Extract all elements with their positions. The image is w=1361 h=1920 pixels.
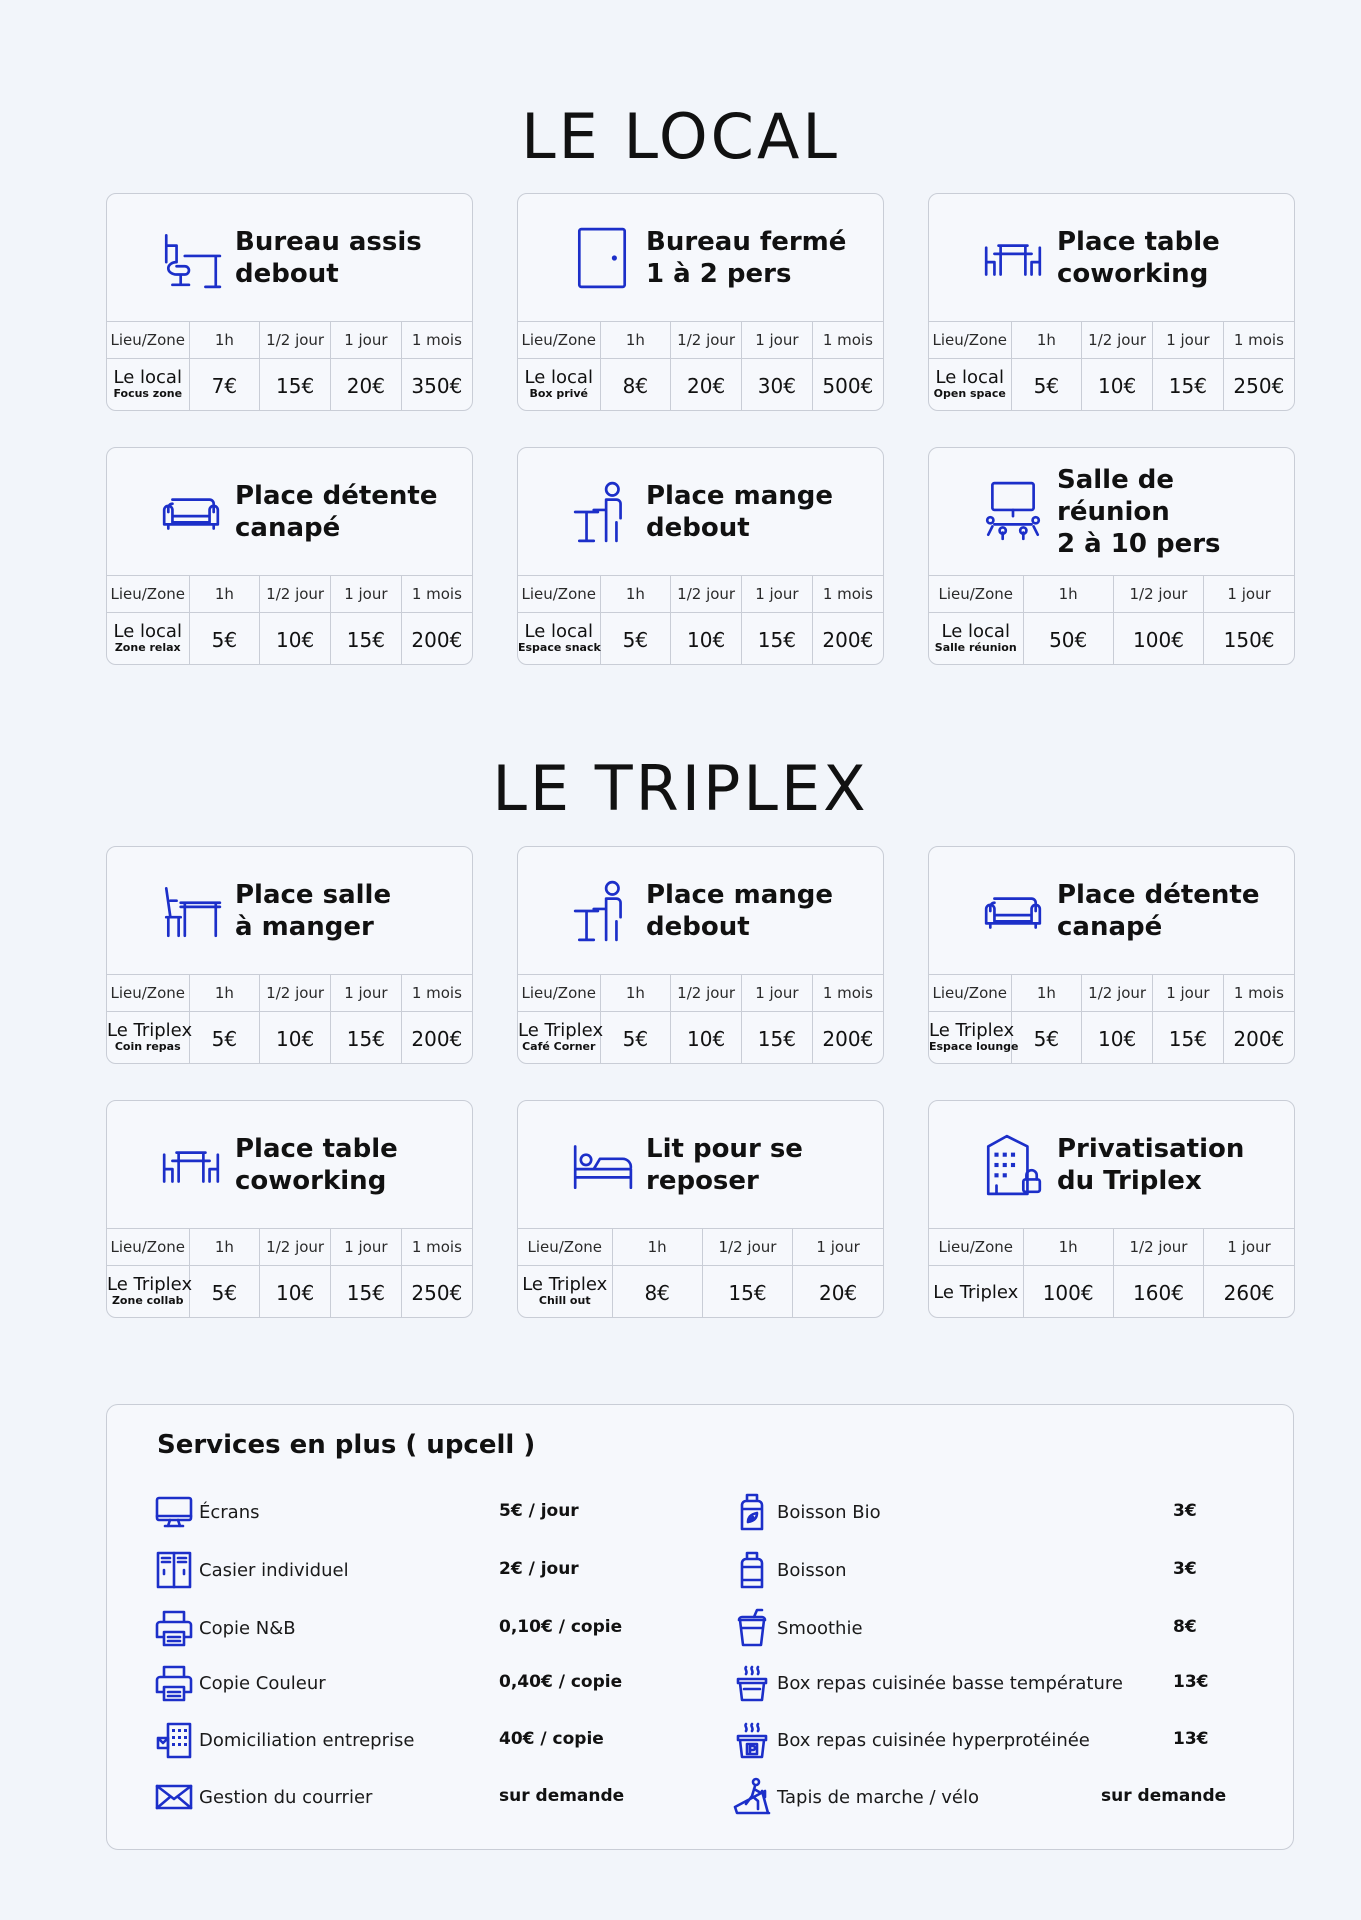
column-header: 1/2 jour <box>671 322 742 359</box>
service-label: Smoothie <box>777 1617 863 1639</box>
column-header: 1h <box>189 1229 260 1266</box>
column-header: 1 mois <box>401 1229 472 1266</box>
card-header <box>929 847 1294 974</box>
zone-sub-label: Salle réunion <box>934 640 1017 654</box>
price-table-row <box>518 359 883 412</box>
card-title-line: à manger <box>235 911 374 942</box>
locker-icon <box>153 1549 195 1591</box>
service-item <box>731 1772 979 1822</box>
card-header <box>107 847 472 974</box>
column-header: 1/2 jour <box>260 975 331 1012</box>
price-cell: 15€ <box>742 613 813 666</box>
price-table-row <box>929 1266 1294 1319</box>
price-table-header-row <box>929 1229 1294 1266</box>
service-item <box>731 1545 847 1595</box>
card-title-line: canapé <box>1057 911 1163 942</box>
sofa-icon <box>157 478 225 546</box>
price-cell: 350€ <box>411 373 463 398</box>
service-item <box>153 1545 349 1595</box>
zone-cell <box>929 613 1023 666</box>
card-title <box>1057 1133 1244 1197</box>
price-table-header-row <box>518 975 883 1012</box>
price-cell: 200€ <box>1233 1026 1285 1051</box>
card-header <box>107 1101 472 1228</box>
pricing-card <box>517 846 884 1064</box>
zone-sub-label: Espace snack <box>518 640 601 654</box>
price-table-header-row <box>107 975 472 1012</box>
price-cell: 100€ <box>1113 613 1203 666</box>
column-header: 1/2 jour <box>1082 975 1153 1012</box>
price-table-row <box>518 613 883 666</box>
service-label: Box repas cuisinée basse température <box>777 1672 1123 1694</box>
column-header: Lieu/Zone <box>518 1229 612 1266</box>
column-header: 1h <box>600 576 671 613</box>
printer-icon <box>153 1607 195 1649</box>
column-header: 1 jour <box>1153 975 1224 1012</box>
zone-cell <box>518 1012 604 1065</box>
column-header: Lieu/Zone <box>518 975 600 1012</box>
column-header: Lieu/Zone <box>107 975 189 1012</box>
service-price: 5€ / jour <box>499 1501 579 1521</box>
price-table <box>929 575 1294 665</box>
column-header: Lieu/Zone <box>929 1229 1023 1266</box>
zone-sub-label: Café Corner <box>522 1039 596 1053</box>
pricing-card <box>106 1100 473 1318</box>
price-table <box>107 321 472 411</box>
column-header: 1 jour <box>331 576 402 613</box>
bed-icon <box>568 1131 636 1199</box>
service-item <box>153 1658 326 1708</box>
service-item <box>153 1772 372 1822</box>
pricing-card <box>928 193 1295 411</box>
card-title <box>235 226 422 290</box>
pricing-card <box>928 1100 1295 1318</box>
price-cell: 5€ <box>189 1012 260 1065</box>
service-label: Boisson Bio <box>777 1501 881 1523</box>
price-cell: 15€ <box>702 1266 792 1319</box>
price-table-row <box>518 1266 883 1319</box>
column-header: Lieu/Zone <box>929 576 1023 613</box>
service-price: 2€ / jour <box>499 1559 579 1579</box>
column-header: 1/2 jour <box>671 975 742 1012</box>
price-cell: 5€ <box>1011 1012 1082 1065</box>
card-title-line: Salle de réunion <box>1057 464 1175 527</box>
zone-label: Le local <box>941 620 1010 642</box>
card-title <box>1057 879 1260 943</box>
price-cell: 10€ <box>260 1266 331 1319</box>
zone-cell <box>107 1266 193 1319</box>
column-header: 1 mois <box>812 322 883 359</box>
column-header: Lieu/Zone <box>107 576 189 613</box>
service-label: Tapis de marche / vélo <box>777 1786 979 1808</box>
pricing-card <box>106 447 473 665</box>
card-title-line: debout <box>646 911 750 942</box>
pricing-card <box>517 1100 884 1318</box>
price-cell: 20€ <box>331 359 402 412</box>
price-cell: 10€ <box>260 1012 331 1065</box>
monitor-icon <box>153 1491 195 1533</box>
service-price: 0,40€ / copie <box>499 1672 623 1692</box>
dining-table-icon <box>157 877 225 945</box>
column-header: 1 jour <box>1153 322 1224 359</box>
zone-cell <box>107 359 189 412</box>
price-cell: 15€ <box>331 1266 402 1319</box>
door-icon <box>568 224 636 292</box>
price-cell: 500€ <box>822 373 874 398</box>
card-title <box>235 1133 398 1197</box>
column-header: 1/2 jour <box>1113 1229 1203 1266</box>
price-table-header-row <box>929 975 1294 1012</box>
column-header: 1h <box>1011 322 1082 359</box>
service-label: Casier individuel <box>199 1559 349 1581</box>
service-item <box>153 1603 296 1653</box>
service-item <box>153 1487 260 1537</box>
price-cell: 200€ <box>822 627 874 652</box>
zone-sub-label: Espace lounge <box>929 1039 1019 1053</box>
pricing-card <box>517 447 884 665</box>
price-cell: 10€ <box>1082 1012 1153 1065</box>
service-label: Domiciliation entreprise <box>199 1729 415 1751</box>
service-label: Copie N&B <box>199 1617 296 1639</box>
column-header: 1/2 jour <box>260 576 331 613</box>
column-header: Lieu/Zone <box>518 322 600 359</box>
service-price: 13€ <box>1173 1729 1209 1749</box>
price-table-header-row <box>107 576 472 613</box>
service-item <box>153 1715 414 1765</box>
price-cell: 15€ <box>1153 1012 1224 1065</box>
column-header: 1 mois <box>812 975 883 1012</box>
card-title-line: Place mange <box>646 879 834 910</box>
price-cell: 15€ <box>1153 359 1224 412</box>
service-price: sur demande <box>499 1786 625 1806</box>
section-title-triplex: LE TRIPLEX <box>492 752 869 825</box>
service-label: Boisson <box>777 1559 847 1581</box>
pricing-card <box>928 846 1295 1064</box>
bottle-icon <box>731 1549 773 1591</box>
service-item <box>731 1715 1090 1765</box>
zone-label: Le local <box>113 620 182 642</box>
column-header: 1 mois <box>1223 322 1294 359</box>
zone-cell <box>929 1012 1019 1065</box>
zone-cell <box>929 359 1011 412</box>
card-title-line: Place table <box>1057 226 1220 257</box>
card-title-line: Bureau assis <box>235 226 422 257</box>
card-header <box>929 448 1294 575</box>
card-title-line: Place salle <box>235 879 392 910</box>
zone-cell <box>107 613 189 666</box>
card-title <box>1057 226 1220 290</box>
zone-label: Le local <box>524 366 593 388</box>
price-cell: 200€ <box>411 1026 463 1051</box>
column-header: Lieu/Zone <box>929 322 1011 359</box>
card-title <box>646 879 833 943</box>
price-cell: 5€ <box>600 1012 671 1065</box>
card-header <box>518 194 883 321</box>
card-title-line: Place détente <box>235 480 438 511</box>
card-title-line: debout <box>235 258 339 289</box>
card-title <box>646 480 833 544</box>
column-header: 1 jour <box>1204 576 1294 613</box>
column-header: 1 mois <box>401 576 472 613</box>
service-price: 40€ / copie <box>499 1729 604 1749</box>
service-price: 3€ <box>1173 1559 1197 1579</box>
column-header: 1/2 jour <box>702 1229 792 1266</box>
standing-desk-icon <box>157 224 225 292</box>
service-label: Gestion du courrier <box>199 1786 373 1808</box>
price-table-row <box>107 1012 472 1065</box>
price-cell: 260€ <box>1223 1280 1275 1305</box>
column-header: 1 jour <box>742 576 813 613</box>
zone-sub-label: Zone collab <box>111 1293 184 1307</box>
price-table-row <box>929 1012 1294 1065</box>
column-header: Lieu/Zone <box>107 1229 189 1266</box>
zone-cell <box>518 613 600 666</box>
column-header: 1h <box>1023 1229 1113 1266</box>
service-item <box>731 1603 863 1653</box>
price-cell: 250€ <box>411 1280 463 1305</box>
price-table <box>107 1228 472 1318</box>
price-table-row <box>107 359 472 412</box>
column-header: 1 jour <box>331 975 402 1012</box>
price-cell: 10€ <box>671 1012 742 1065</box>
price-table <box>518 575 883 665</box>
zone-label: Le local <box>935 366 1004 388</box>
card-header <box>518 847 883 974</box>
price-table-row <box>929 359 1294 412</box>
envelope-icon <box>153 1776 195 1818</box>
column-header: 1 jour <box>742 322 813 359</box>
column-header: 1h <box>600 975 671 1012</box>
price-table <box>518 974 883 1064</box>
column-header: Lieu/Zone <box>107 322 189 359</box>
card-title-line: du Triplex <box>1057 1165 1202 1196</box>
card-header <box>518 1101 883 1228</box>
building-lock-icon <box>979 1131 1047 1199</box>
card-title-line: 1 à 2 pers <box>646 258 792 289</box>
card-title-line: 2 à 10 pers <box>1057 528 1221 559</box>
service-price: sur demande <box>1101 1786 1227 1806</box>
zone-label: Le local <box>524 620 593 642</box>
column-header: 1/2 jour <box>1082 322 1153 359</box>
services-title: Services en plus ( upcell ) <box>157 1430 536 1460</box>
price-cell: 8€ <box>600 359 671 412</box>
printer-icon <box>153 1662 195 1704</box>
price-cell: 10€ <box>260 613 331 666</box>
standing-eater-icon <box>568 478 636 546</box>
card-title-line: Place détente <box>1057 879 1260 910</box>
zone-label: Le local <box>113 366 182 388</box>
standing-eater-icon <box>568 877 636 945</box>
column-header: 1/2 jour <box>1113 576 1203 613</box>
services-panel <box>106 1404 1294 1850</box>
zone-cell <box>518 1266 612 1319</box>
price-table <box>929 1228 1294 1318</box>
cowork-table-icon <box>979 224 1047 292</box>
card-header <box>107 194 472 321</box>
card-header <box>518 448 883 575</box>
sofa-icon <box>979 877 1047 945</box>
price-table <box>929 974 1294 1064</box>
column-header: 1h <box>612 1229 702 1266</box>
price-cell: 200€ <box>411 627 463 652</box>
service-label: Box repas cuisinée hyperprotéinée <box>777 1729 1090 1751</box>
column-header: 1h <box>189 576 260 613</box>
zone-label: Le Triplex <box>107 1019 193 1041</box>
zone-sub-label: Open space <box>933 386 1006 400</box>
column-header: 1/2 jour <box>671 576 742 613</box>
column-header: 1 jour <box>331 322 402 359</box>
cowork-table-icon <box>157 1131 225 1199</box>
card-title <box>646 226 846 290</box>
card-title <box>646 1133 803 1197</box>
price-table-row <box>929 613 1294 666</box>
price-cell: 50€ <box>1023 613 1113 666</box>
price-cell: 7€ <box>189 359 260 412</box>
pricing-card <box>106 846 473 1064</box>
price-cell: 150€ <box>1223 627 1275 652</box>
price-cell: 20€ <box>671 359 742 412</box>
column-header: 1h <box>1023 576 1113 613</box>
price-table-row <box>107 1266 472 1319</box>
price-table-header-row <box>107 1229 472 1266</box>
service-item <box>731 1487 881 1537</box>
price-table-header-row <box>518 1229 883 1266</box>
zone-label: Le Triplex <box>518 1019 604 1041</box>
price-cell: 250€ <box>1233 373 1285 398</box>
column-header: 1h <box>189 322 260 359</box>
card-title-line: Place mange <box>646 480 834 511</box>
pricing-card <box>928 447 1295 665</box>
price-table-header-row <box>518 576 883 613</box>
column-header: 1 mois <box>1223 975 1294 1012</box>
card-title <box>235 879 391 943</box>
zone-sub-label: Box privé <box>529 386 589 400</box>
service-item <box>731 1658 1123 1708</box>
price-cell: 15€ <box>331 1012 402 1065</box>
column-header: 1 jour <box>331 1229 402 1266</box>
card-title-line: reposer <box>646 1165 759 1196</box>
zone-sub-label: Zone relax <box>114 640 181 654</box>
service-price: 8€ <box>1173 1617 1197 1637</box>
card-title-line: Bureau fermé <box>646 226 847 257</box>
price-cell: 15€ <box>260 359 331 412</box>
column-header: 1 jour <box>793 1229 883 1266</box>
card-title-line: coworking <box>235 1165 387 1196</box>
card-header <box>107 448 472 575</box>
section-title-local: LE LOCAL <box>521 100 840 173</box>
price-cell: 160€ <box>1113 1266 1203 1319</box>
price-table <box>107 974 472 1064</box>
column-header: 1 mois <box>401 975 472 1012</box>
column-header: 1h <box>1011 975 1082 1012</box>
price-cell: 15€ <box>742 1012 813 1065</box>
pricing-card <box>517 193 884 411</box>
column-header: 1 mois <box>812 576 883 613</box>
service-price: 13€ <box>1173 1672 1209 1692</box>
card-title-line: coworking <box>1057 258 1209 289</box>
column-header: 1 jour <box>1204 1229 1294 1266</box>
organic-bottle-icon <box>731 1491 773 1533</box>
card-title-line: canapé <box>235 512 341 543</box>
card-header <box>929 194 1294 321</box>
price-table-row <box>518 1012 883 1065</box>
price-cell: 8€ <box>612 1266 702 1319</box>
column-header: 1h <box>600 322 671 359</box>
zone-label: Le Triplex <box>107 1273 193 1295</box>
card-title-line: Place table <box>235 1133 398 1164</box>
column-header: 1h <box>189 975 260 1012</box>
price-table-row <box>107 613 472 666</box>
price-cell: 5€ <box>1011 359 1082 412</box>
card-header <box>929 1101 1294 1228</box>
card-title <box>1057 464 1294 560</box>
price-cell: 5€ <box>189 613 260 666</box>
zone-sub-label: Focus zone <box>113 386 183 400</box>
meeting-room-icon <box>979 478 1047 546</box>
price-table-header-row <box>929 576 1294 613</box>
zone-sub-label: Chill out <box>538 1293 591 1307</box>
column-header: Lieu/Zone <box>929 975 1011 1012</box>
price-table-header-row <box>929 322 1294 359</box>
column-header: 1/2 jour <box>260 1229 331 1266</box>
price-table <box>518 321 883 411</box>
service-label: Écrans <box>199 1501 260 1523</box>
column-header: 1 jour <box>742 975 813 1012</box>
card-title-line: debout <box>646 512 750 543</box>
price-cell: 200€ <box>822 1026 874 1051</box>
price-cell: 10€ <box>671 613 742 666</box>
price-cell: 5€ <box>600 613 671 666</box>
price-table <box>518 1228 883 1318</box>
pricing-card <box>106 193 473 411</box>
treadmill-icon <box>731 1776 773 1818</box>
price-cell: 5€ <box>189 1266 260 1319</box>
price-cell: 100€ <box>1023 1266 1113 1319</box>
card-title <box>235 480 438 544</box>
column-header: 1 mois <box>401 322 472 359</box>
zone-cell <box>518 359 600 412</box>
service-price: 3€ <box>1173 1501 1197 1521</box>
card-title-line: Privatisation <box>1057 1133 1245 1164</box>
price-table-header-row <box>107 322 472 359</box>
column-header: 1/2 jour <box>260 322 331 359</box>
price-cell: 30€ <box>742 359 813 412</box>
price-cell: 15€ <box>331 613 402 666</box>
zone-sub-label: Coin repas <box>114 1039 181 1053</box>
zone-label: Le Triplex <box>522 1273 608 1295</box>
price-table <box>929 321 1294 411</box>
office-building-icon <box>153 1719 195 1761</box>
zone-label: Le Triplex <box>929 1019 1015 1041</box>
service-label: Copie Couleur <box>199 1672 326 1694</box>
card-title-line: Lit pour se <box>646 1133 803 1164</box>
zone-cell <box>929 1266 1023 1319</box>
price-table <box>107 575 472 665</box>
protein-meal-box-icon <box>731 1719 773 1761</box>
zone-label: Le Triplex <box>933 1281 1019 1303</box>
price-table-header-row <box>518 322 883 359</box>
smoothie-cup-icon <box>731 1607 773 1649</box>
price-cell: 10€ <box>1082 359 1153 412</box>
price-cell: 20€ <box>818 1280 858 1305</box>
hot-meal-box-icon <box>731 1662 773 1704</box>
column-header: Lieu/Zone <box>518 576 600 613</box>
service-price: 0,10€ / copie <box>499 1617 623 1637</box>
zone-cell <box>107 1012 193 1065</box>
